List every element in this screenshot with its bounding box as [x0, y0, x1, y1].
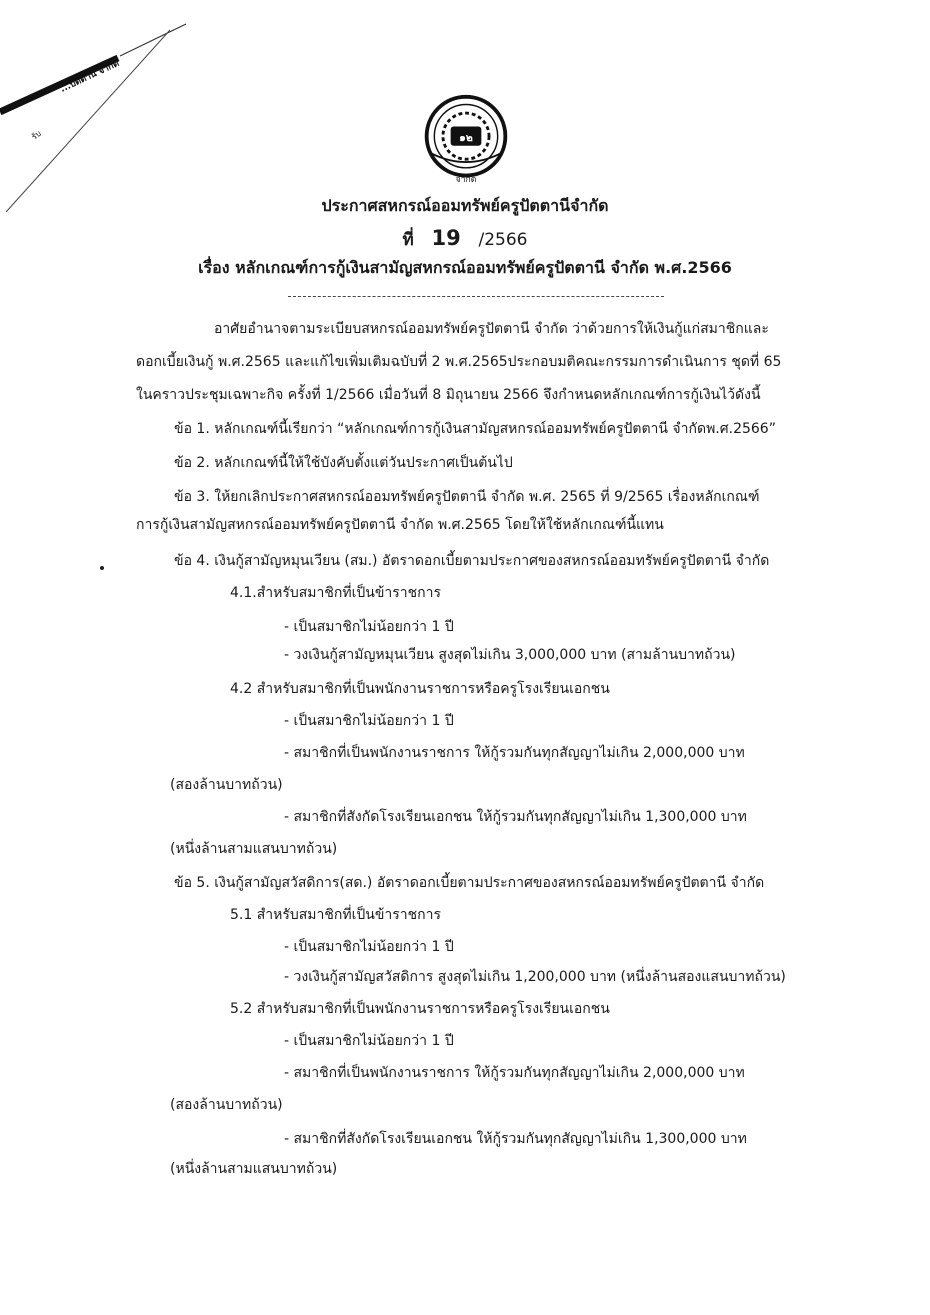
header-divider [288, 296, 664, 297]
clause-5-2-amount-words: (หนึ่งล้านสามแสนบาทถ้วน) [170, 1161, 338, 1177]
clause-5-2: 5.2 สำหรับสมาชิกที่เป็นพนักงานราชการหรือครูโรงเรียนเอกชน [230, 1001, 610, 1017]
clause-4-1-item: - วงเงินกู้สามัญหมุนเวียน สูงสุดไม่เกิน 3,000,000 บาท (สามล้านบาทถ้วน) [284, 647, 736, 663]
clause-5: ข้อ 5. เงินกู้สามัญสวัสดิการ(สด.) อัตราดอกเบี้ยตามประกาศของสหกรณ์ออมทรัพย์ครูปัตตานี จำกัด [174, 875, 765, 891]
clause-5-2-item: - สมาชิกที่เป็นพนักงานราชการ ให้กู้รวมกันทุกสัญญาไม่เกิน 2,000,000 บาท [284, 1065, 745, 1081]
clause-4-2-item: - สมาชิกที่เป็นพนักงานราชการ ให้กู้รวมกันทุกสัญญาไม่เกิน 2,000,000 บาท [284, 745, 745, 761]
number-suffix: /2566 [478, 230, 528, 250]
preamble-line: ในคราวประชุมเฉพาะกิจ ครั้งที่ 1/2566 เมื่อวันที่ 8 มิถุนายน 2566 จึงกำหนดหลักเกณฑ์การกู้เงินไว้ดังนี้ [136, 387, 761, 403]
clause-2: ข้อ 2. หลักเกณฑ์นี้ให้ใช้บังคับตั้งแต่วันประกาศเป็นต้นไป [174, 455, 513, 471]
clause-5-2-item: - เป็นสมาชิกไม่น้อยกว่า 1 ปี [284, 1033, 454, 1049]
clause-4-2-amount-words: (สองล้านบาทถ้วน) [170, 777, 283, 793]
svg-text:๑๒: ๑๒ [459, 131, 473, 144]
clause-1: ข้อ 1. หลักเกณฑ์นี้เรียกว่า “หลักเกณฑ์การกู้เงินสามัญสหกรณ์ออมทรัพย์ครูปัตตานี จำกัดพ.ศ.2566” [174, 421, 776, 437]
preamble-line: อาศัยอำนาจตามระเบียบสหกรณ์ออมทรัพย์ครูปัตตานี จำกัด ว่าด้วยการให้เงินกู้แก่สมาชิกและ [214, 321, 769, 337]
clause-4-1: 4.1.สำหรับสมาชิกที่เป็นข้าราชการ [230, 585, 442, 601]
clause-5-1-item: - เป็นสมาชิกไม่น้อยกว่า 1 ปี [284, 939, 454, 955]
announcement-subject: เรื่อง หลักเกณฑ์การกู้เงินสามัญสหกรณ์ออมทรัพย์ครูปัตตานี จำกัด พ.ศ.2566 [198, 258, 732, 277]
clause-4-2: 4.2 สำหรับสมาชิกที่เป็นพนักงานราชการหรือครูโรงเรียนเอกชน [230, 681, 610, 697]
clause-4-1-item: - เป็นสมาชิกไม่น้อยกว่า 1 ปี [284, 619, 454, 635]
clause-5-2-item: - สมาชิกที่สังกัดโรงเรียนเอกชน ให้กู้รวมกันทุกสัญญาไม่เกิน 1,300,000 บาท [284, 1131, 747, 1147]
scan-speck [100, 566, 104, 570]
announcement-number [0, 226, 930, 253]
seal-caption: จำกัด [455, 175, 477, 186]
clause-3-cont: การกู้เงินสามัญสหกรณ์ออมทรัพย์ครูปัตตานี จำกัด พ.ศ.2565 โดยให้ใช้หลักเกณฑ์นี้แทน [136, 517, 664, 533]
preamble-line: ดอกเบี้ยเงินกู้ พ.ศ.2565 และแก้ไขเพิ่มเติมฉบับที่ 2 พ.ศ.2565ประกอบมติคณะกรรมการดำเนินการ ชุดที่ 65 [136, 354, 782, 370]
stamp-text: ...ปัตตานี จำกัด [59, 58, 121, 95]
clause-4-2-amount-words: (หนึ่งล้านสามแสนบาทถ้วน) [170, 841, 338, 857]
corner-fold-line [6, 30, 170, 212]
announcement-title: ประกาศสหกรณ์ออมทรัพย์ครูปัตตานีจำกัด [321, 196, 609, 215]
clause-5-2-amount-words: (สองล้านบาทถ้วน) [170, 1097, 283, 1113]
clause-4: ข้อ 4. เงินกู้สามัญหมุนเวียน (สม.) อัตราดอกเบี้ยตามประกาศของสหกรณ์ออมทรัพย์ครูปัตตานี จำกัด [174, 553, 770, 569]
clause-4-2-item: - เป็นสมาชิกไม่น้อยกว่า 1 ปี [284, 713, 454, 729]
number-value: 19 [431, 226, 461, 250]
clause-5-1-item: - วงเงินกู้สามัญสวัสดิการ สูงสุดไม่เกิน 1,200,000 บาท (หนึ่งล้านสองแสนบาทถ้วน) [284, 969, 786, 985]
number-prefix: ที่ [402, 230, 414, 250]
stamp-note: รับ [29, 128, 43, 142]
clause-4-2-item: - สมาชิกที่สังกัดโรงเรียนเอกชน ให้กู้รวมกันทุกสัญญาไม่เกิน 1,300,000 บาท [284, 809, 747, 825]
clause-5-1: 5.1 สำหรับสมาชิกที่เป็นข้าราชการ [230, 907, 442, 923]
cooperative-seal-logo [418, 92, 514, 188]
clause-3: ข้อ 3. ให้ยกเลิกประกาศสหกรณ์ออมทรัพย์ครูปัตตานี จำกัด พ.ศ. 2565 ที่ 9/2565 เรื่องหลักเกณฑ์ [174, 489, 760, 505]
